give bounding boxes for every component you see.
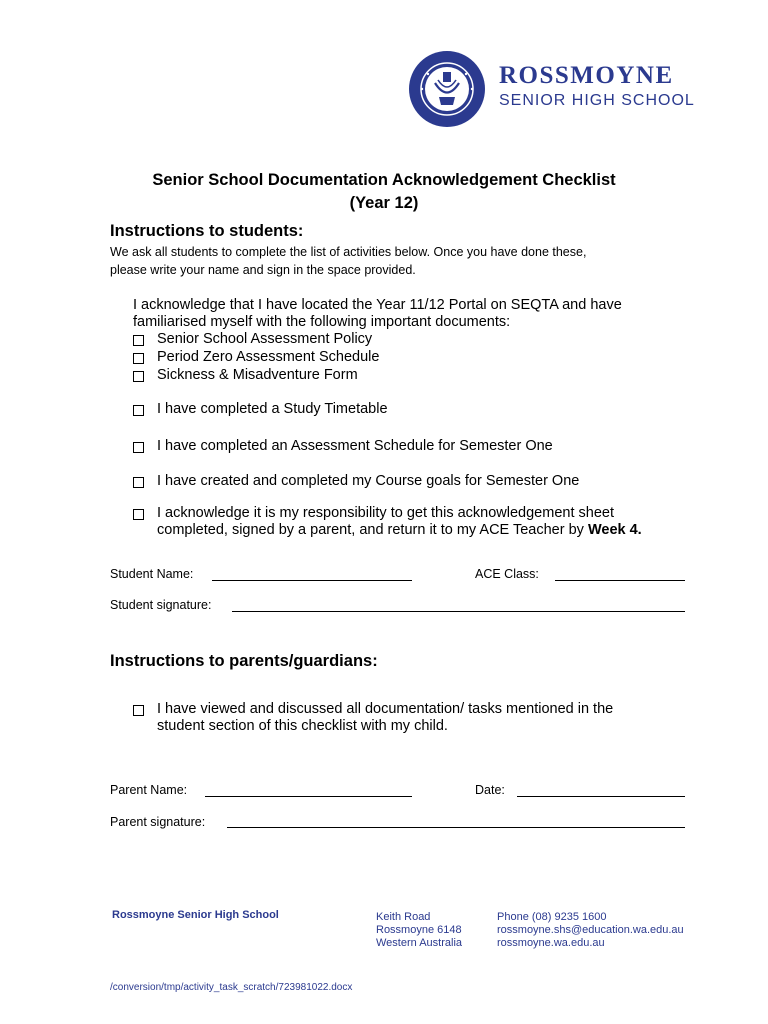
students-intro-line2: please write your name and sign in the space provided. <box>110 263 416 277</box>
document-subtitle: (Year 12) <box>349 194 419 212</box>
parent-statement-line1: I have viewed and discussed all documentation/ tasks mentioned in the <box>157 701 614 717</box>
date-field[interactable] <box>517 796 685 797</box>
responsibility-line1: I acknowledge it is my responsibility to get this acknowledgement sheet <box>157 505 614 521</box>
checklist-item-sickness-form[interactable]: Sickness & Misadventure Form <box>133 367 358 384</box>
checklist-item-parent-statement[interactable] <box>133 701 613 735</box>
footer-phone: Phone (08) 9235 1600 <box>497 911 607 923</box>
school-logo-name: ROSSMOYNE <box>499 62 674 89</box>
checkbox[interactable] <box>133 371 144 382</box>
student-name-label: Student Name: <box>110 567 194 581</box>
student-signature-field[interactable] <box>232 611 685 612</box>
parent-signature-label: Parent signature: <box>110 815 206 829</box>
footer-address: Keith Road Rossmoyne 6148 Western Australia <box>376 911 463 949</box>
ace-class-field[interactable] <box>555 580 685 581</box>
checklist-item-responsibility[interactable] <box>133 505 642 539</box>
ace-class-label: ACE Class: <box>475 567 539 581</box>
parent-name-label: Parent Name: <box>110 783 188 797</box>
parent-statement-line2: student section of this checklist with my child. <box>157 718 448 734</box>
checkbox[interactable] <box>133 335 144 346</box>
checklist-item-study-timetable[interactable]: I have completed a Study Timetable <box>133 401 388 418</box>
parent-signature-field[interactable] <box>227 827 685 828</box>
checkbox[interactable] <box>133 477 144 488</box>
school-crest-icon <box>408 50 486 128</box>
checkbox[interactable] <box>133 353 144 364</box>
footer-website-link[interactable]: rossmoyne.wa.edu.au <box>497 937 605 949</box>
responsibility-line2: completed, signed by a parent, and return it to my ACE Teacher by <box>157 522 584 538</box>
portal-ack-line1: I acknowledge that I have located the Year 11/12 Portal on SEQTA and have <box>133 297 622 313</box>
school-logo-subtitle: SENIOR HIGH SCHOOL <box>499 92 695 109</box>
student-signature-label: Student signature: <box>110 598 212 612</box>
portal-ack-line2: familiarised myself with the following important documents: <box>133 314 511 330</box>
checklist-item-period-zero[interactable]: Period Zero Assessment Schedule <box>133 349 379 366</box>
checkbox[interactable] <box>133 405 144 416</box>
file-path: /conversion/tmp/activity_task_scratch/723981022.docx <box>110 982 353 993</box>
footer-email-link[interactable]: rossmoyne.shs@education.wa.edu.au <box>497 924 684 936</box>
date-label: Date: <box>475 783 505 797</box>
parent-name-field[interactable] <box>205 796 412 797</box>
checklist-item-assessment-policy[interactable]: Senior School Assessment Policy <box>133 331 372 348</box>
checkbox[interactable] <box>133 705 144 716</box>
document-title: Senior School Documentation Acknowledgement Checklist <box>152 171 616 189</box>
checkbox[interactable] <box>133 442 144 453</box>
responsibility-deadline: Week 4. <box>587 522 642 538</box>
students-intro-line1: We ask all students to complete the list of activities below. Once you have done these, <box>110 245 587 259</box>
footer-contact <box>497 911 684 950</box>
parents-heading: Instructions to parents/guardians: <box>110 652 378 670</box>
students-heading: Instructions to students: <box>110 222 304 240</box>
footer-school-name: Rossmoyne Senior High School <box>112 909 279 921</box>
checklist-item-assessment-schedule[interactable]: I have completed an Assessment Schedule for Semester One <box>133 438 553 455</box>
checklist-item-course-goals[interactable]: I have created and completed my Course goals for Semester One <box>133 473 579 490</box>
checkbox[interactable] <box>133 509 144 520</box>
student-name-field[interactable] <box>212 580 412 581</box>
